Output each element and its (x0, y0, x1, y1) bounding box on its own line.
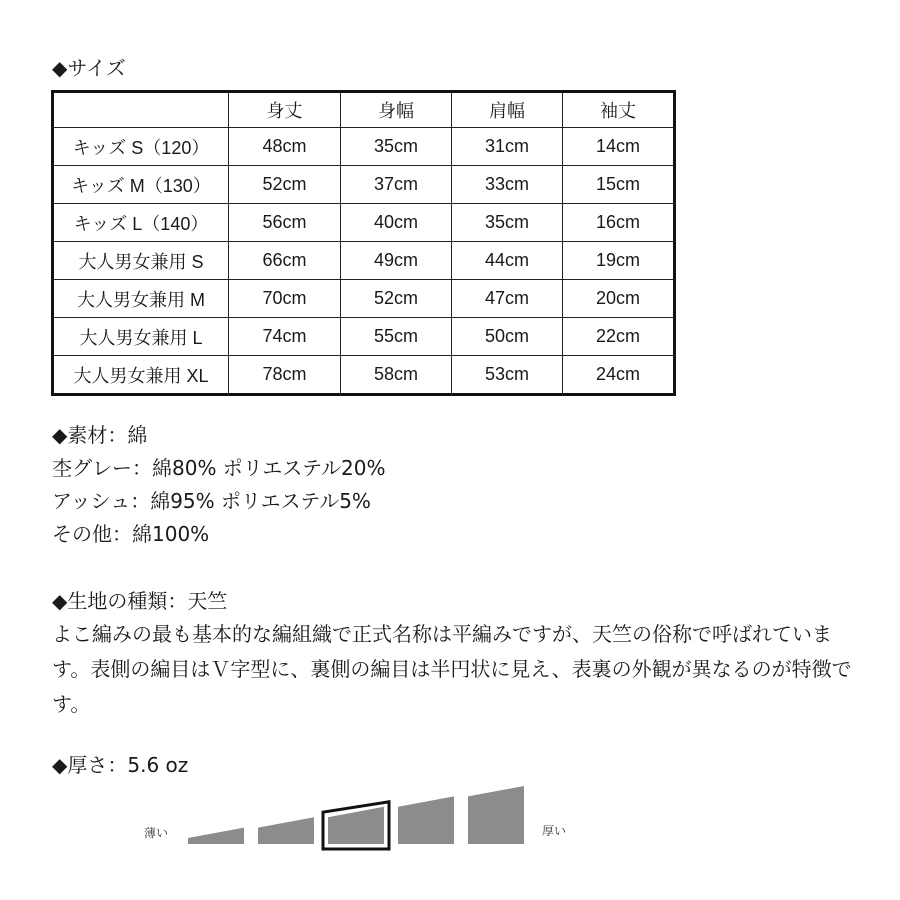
table-cell: 33cm (452, 166, 563, 204)
table-cell: 14cm (563, 128, 675, 166)
table-cell: 大人男女兼用 XL (53, 356, 229, 395)
table-cell: 37cm (341, 166, 452, 204)
table-cell: 35cm (452, 204, 563, 242)
table-header-cell: 身幅 (341, 92, 452, 128)
thick-label: 厚い (542, 824, 567, 838)
table-row (53, 204, 675, 242)
table-cell: 35cm (341, 128, 452, 166)
material-line: アッシュ：綿95% ポリエステル5% (52, 489, 371, 513)
table-header-cell (53, 92, 229, 128)
table-cell: 50cm (452, 318, 563, 356)
table-row (53, 128, 675, 166)
table-cell: 56cm (229, 204, 341, 242)
table-row (53, 242, 675, 280)
table-cell: 49cm (341, 242, 452, 280)
table-row (53, 356, 675, 395)
table-cell: 大人男女兼用 M (53, 280, 229, 318)
table-cell: 20cm (563, 280, 675, 318)
table-cell: 大人男女兼用 L (53, 318, 229, 356)
fabric-heading: ◆生地の種類：天竺 (52, 589, 228, 613)
thickness-bar (398, 796, 454, 844)
table-cell: 53cm (452, 356, 563, 395)
thickness-bar (328, 807, 384, 844)
table-cell: 40cm (341, 204, 452, 242)
table-cell: 31cm (452, 128, 563, 166)
thin-label: 薄い (144, 826, 169, 840)
table-cell: 66cm (229, 242, 341, 280)
size-table (51, 90, 676, 396)
table-cell: 70cm (229, 280, 341, 318)
material-line: 杢グレー：綿80% ポリエステル20% (52, 456, 386, 480)
size-heading: ◆サイズ (52, 56, 126, 80)
table-cell: 24cm (563, 356, 675, 395)
table-cell: 55cm (341, 318, 452, 356)
table-cell: 16cm (563, 204, 675, 242)
table-cell: 78cm (229, 356, 341, 395)
table-cell: 48cm (229, 128, 341, 166)
material-heading: ◆素材：綿 (52, 423, 148, 447)
thickness-bars (130, 780, 610, 860)
table-cell: 47cm (452, 280, 563, 318)
material-line: その他：綿100% (52, 522, 210, 546)
table-cell: 19cm (563, 242, 675, 280)
table-cell: 52cm (229, 166, 341, 204)
thickness-heading: ◆厚さ：5.6 oz (52, 753, 189, 777)
thickness-bar (468, 786, 524, 844)
table-header-cell: 肩幅 (452, 92, 563, 128)
table-header-cell: 袖丈 (563, 92, 675, 128)
table-cell: 58cm (341, 356, 452, 395)
table-cell: 22cm (563, 318, 675, 356)
thickness-scale (130, 780, 610, 860)
fabric-description: よこ編みの最も基本的な編組織で正式名称は平編みですが、天竺の俗称で呼ばれています。表側の編目はＶ字型に、裏側の編目は半円状に見え、表裏の外観が異なるのが特徴です。 (52, 622, 852, 716)
table-row (53, 318, 675, 356)
table-cell: 52cm (341, 280, 452, 318)
table-cell: 44cm (452, 242, 563, 280)
table-header-row (53, 92, 675, 128)
table-row (53, 280, 675, 318)
table-row (53, 166, 675, 204)
table-cell: 大人男女兼用 S (53, 242, 229, 280)
thickness-bar (188, 828, 244, 844)
table-cell: キッズ S（120） (53, 128, 229, 166)
thickness-bar (258, 817, 314, 844)
table-cell: 74cm (229, 318, 341, 356)
table-header-cell: 身丈 (229, 92, 341, 128)
table-cell: キッズ L（140） (53, 204, 229, 242)
table-cell: 15cm (563, 166, 675, 204)
table-cell: キッズ M（130） (53, 166, 229, 204)
